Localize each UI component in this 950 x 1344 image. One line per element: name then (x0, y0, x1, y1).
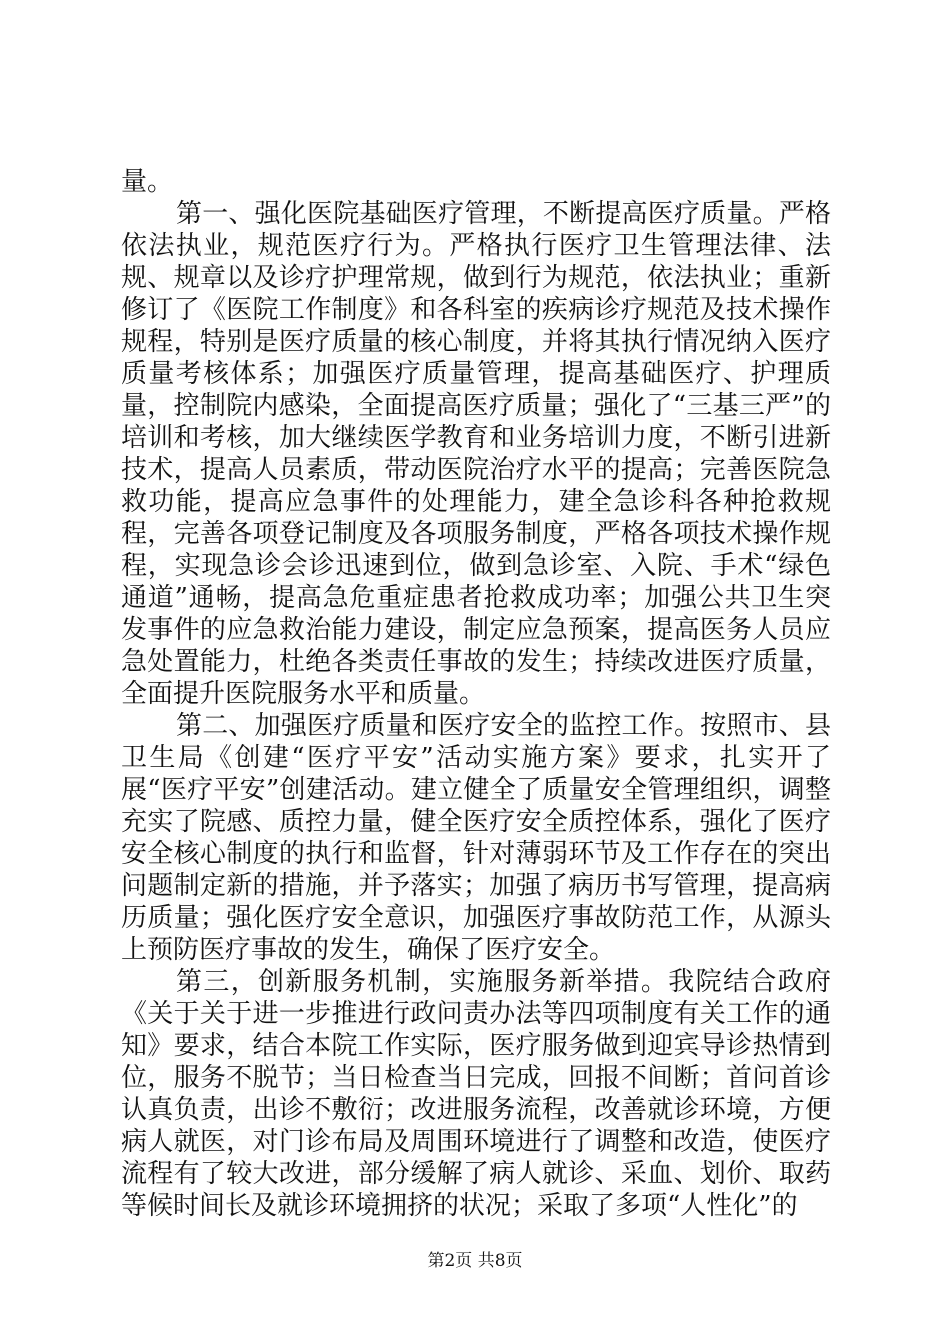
paragraph-continuation: 量。 (121, 167, 174, 197)
paragraph-point-one: 第一、强化医院基础医疗管理，不断提高医疗质量。严格依法执业，规范医疗行为。严格执行医疗卫生管理法律、法规、规章以及诊疗护理常规，做到行为规范，依法执业；重新修订了《医院工作制度》和各科室的疾病诊疗规范及技术操作规程，特别是医疗质量的核心制度，并将其执行情况纳入医疗质量考核体系；加强医疗质量管理，提高基础医疗、护理质量，控制院内感染，全面提高医疗质量；强化了“三基三严”的培训和考核，加大继续医学教育和业务培训力度，不断引进新技术，提高人员素质，带动医院治疗水平的提高；完善医院急救功能，提高应急事件的处理能力，建全急诊科各种抢救规程，完善各项登记制度及各项服务制度，严格各项技术操作规程，实现急诊会诊迅速到位，做到急诊室、入院、手术“绿色通道”通畅，提高急危重症患者抢救成功率；加强公共卫生突发事件的应急救治能力建设，制定应急预案，提高医务人员应急处置能力，杜绝各类责任事故的发生；持续改进医疗质量，全面提升医院服务水平和质量。 (121, 199, 831, 709)
paragraph-point-three: 第三，创新服务机制，实施服务新举措。我院结合政府《关于关于进一步推进行政问责办法等四项制度有关工作的通知》要求，结合本院工作实际，医疗服务做到迎宾导诊热情到位，服务不脱节；当日检查当日完成，回报不间断；首问首诊认真负责，出诊不敷衍；改进服务流程，改善就诊环境，方便病人就医，对门诊布局及周围环境进行了调整和改造，使医疗流程有了较大改进，部分缓解了病人就诊、采血、划价、取药等候时间长及就诊环境拥挤的状况；采取了多项“人性化”的 (121, 967, 831, 1221)
page-footer (0, 1246, 950, 1271)
paragraph-point-two: 第二、加强医疗质量和医疗安全的监控工作。按照市、县卫生局《创建“医疗平安”活动实施方案》要求，扎实开了展“医疗平安”创建活动。建立健全了质量安全管理组织，调整充实了院感、质控力量，健全医疗安全质控体系，强化了医疗安全核心制度的执行和监督，针对薄弱环节及工作存在的突出问题制定新的措施，并予落实；加强了病历书写管理，提高病历质量；强化医疗安全意识，加强医疗事故防范工作，从源头上预防医疗事故的发生，确保了医疗安全。 (121, 711, 831, 965)
page-number-indicator: 第2页 共8页 (427, 1251, 523, 1271)
document-body (121, 166, 831, 1222)
